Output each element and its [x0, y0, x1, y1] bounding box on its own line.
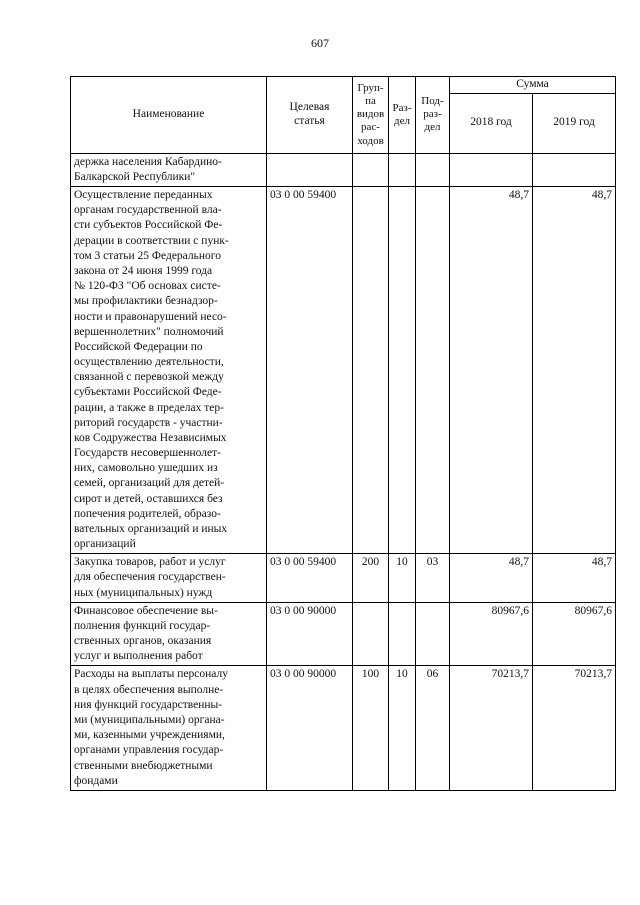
row-name-line: закона от 24 июня 1999 года: [74, 265, 213, 277]
row-name-line: мы профилактики безнадзор-: [74, 295, 218, 308]
row-name-line: организаций: [74, 538, 136, 551]
table-row: [71, 187, 616, 554]
row-group: [353, 187, 389, 554]
budget-table: [70, 76, 616, 791]
row-name-line: Осуществление переданных: [74, 189, 213, 202]
row-sum-2018: [450, 153, 533, 186]
table-row: [71, 153, 616, 186]
row-name-line: Финансовое обеспечение вы-: [74, 604, 218, 617]
header-section-line: Раз-: [392, 101, 412, 114]
header-subsection: [416, 77, 450, 154]
row-name-line: для обеспечения государствен-: [74, 571, 226, 584]
row-sum-2019: 80967,6: [533, 602, 616, 666]
row-name-line: вершеннолетних" полномочий: [74, 325, 224, 338]
row-name-line: ственных органов, оказания: [74, 635, 212, 648]
row-name-line: фондами: [74, 774, 118, 787]
table-row: [71, 602, 616, 666]
header-section-line: дел: [394, 114, 410, 127]
header-group-line: Груп-: [357, 81, 384, 94]
row-name-line: субъектами Российской Феде-: [74, 386, 222, 399]
header-target-line: Целевая: [289, 101, 330, 114]
header-subsection-line: дел: [424, 121, 441, 134]
row-name-line: Закупка товаров, работ и услуг: [74, 556, 226, 569]
row-sum-2018: 48,7: [450, 187, 533, 554]
row-name-line: вательных организаций и иных: [74, 522, 228, 535]
header-name: Наименование: [71, 77, 267, 154]
header-section: [389, 77, 416, 154]
header-group: [353, 77, 389, 154]
row-name-line: Государств несовершеннолет-: [74, 447, 221, 460]
table-row: [71, 666, 616, 790]
row-target-code: 03 0 00 90000: [267, 666, 353, 790]
row-name-line: ми, казенными учреждениями,: [74, 729, 225, 742]
row-subsection: [416, 187, 450, 554]
row-name-line: осуществлению деятельности,: [74, 356, 224, 369]
row-name: [71, 602, 267, 666]
header-sum: Сумма: [450, 77, 616, 94]
row-name-line: Российской Федерации по: [74, 340, 203, 353]
header-target-line: статья: [294, 114, 325, 127]
row-name-line: ков Содружества Независимых: [74, 431, 227, 444]
row-name-line: полнения функций государ-: [74, 619, 211, 632]
row-subsection: [416, 153, 450, 186]
header-group-line: па: [365, 95, 376, 108]
row-section: 10: [389, 666, 416, 790]
header-group-line: рас-: [361, 121, 380, 134]
table-row: [71, 554, 616, 603]
row-name-line: в целях обеспечения выполне-: [74, 683, 224, 696]
row-name-line: № 120-ФЗ "Об основах систе-: [74, 280, 221, 293]
row-name-line: Балкарской Республики": [74, 170, 196, 183]
row-sum-2019: 70213,7: [533, 666, 616, 790]
row-name-line: услуг и выполнения работ: [74, 650, 203, 663]
row-name-line: ния функций государственны-: [74, 698, 223, 711]
row-name-line: органами управления государ-: [74, 744, 224, 757]
row-group: [353, 153, 389, 186]
row-name-line: попечения родителей, образо-: [74, 507, 221, 520]
header-group-line: ходов: [357, 134, 384, 147]
row-sum-2018: 80967,6: [450, 602, 533, 666]
row-name-line: сирот и детей, оставшихся без: [74, 492, 223, 505]
row-sum-2019: [533, 153, 616, 186]
row-name-line: ственными внебюджетными: [74, 759, 213, 772]
header-subsection-line: раз-: [423, 108, 442, 121]
row-sum-2019: 48,7: [533, 554, 616, 603]
row-name-line: Расходы на выплаты персоналу: [74, 668, 228, 681]
header-target: [267, 77, 353, 154]
table-body: [71, 153, 616, 790]
row-name-line: ных (муниципальных) нужд: [74, 586, 213, 599]
row-name: [71, 554, 267, 603]
row-subsection: [416, 602, 450, 666]
row-subsection: 06: [416, 666, 450, 790]
row-name-line: ности и правонарушений несо-: [74, 310, 227, 323]
row-section: [389, 153, 416, 186]
row-name-line: них, самовольно ушедших из: [74, 462, 218, 475]
row-sum-2019: 48,7: [533, 187, 616, 554]
row-group: [353, 602, 389, 666]
row-name-line: рации, а также в пределах тер-: [74, 401, 224, 414]
page-number: 607: [311, 36, 329, 50]
row-target-code: 03 0 00 90000: [267, 602, 353, 666]
header-year-2018: 2018 год: [450, 93, 533, 153]
row-name-line: связанной с перевозкой между: [74, 371, 224, 384]
row-name-line: держка населения Кабардино-: [74, 155, 222, 168]
row-section: 10: [389, 554, 416, 603]
header-subsection-line: Под-: [421, 95, 444, 108]
header-year-2019: 2019 год: [533, 93, 616, 153]
row-name: [71, 187, 267, 554]
row-name-line: семей, организаций для детей-: [74, 477, 225, 490]
row-name-line: органам государственной вла-: [74, 204, 222, 217]
row-sum-2018: 70213,7: [450, 666, 533, 790]
row-target-code: [267, 153, 353, 186]
row-name-line: риторий государств - участни-: [74, 416, 223, 429]
row-name-line: сти субъектов Российской Фе-: [74, 219, 223, 232]
row-section: [389, 602, 416, 666]
row-subsection: 03: [416, 554, 450, 603]
row-group: 100: [353, 666, 389, 790]
row-name: [71, 153, 267, 186]
row-target-code: 03 0 00 59400: [267, 187, 353, 554]
row-section: [389, 187, 416, 554]
row-group: 200: [353, 554, 389, 603]
row-name: [71, 666, 267, 790]
row-name-line: дерации в соответствии с пунк-: [74, 234, 229, 247]
header-group-line: видов: [356, 108, 385, 121]
row-name-line: ми (муниципальными) органа-: [74, 713, 225, 726]
row-target-code: 03 0 00 59400: [267, 554, 353, 603]
row-sum-2018: 48,7: [450, 554, 533, 603]
row-name-line: том 3 статьи 25 Федерального: [74, 249, 221, 262]
